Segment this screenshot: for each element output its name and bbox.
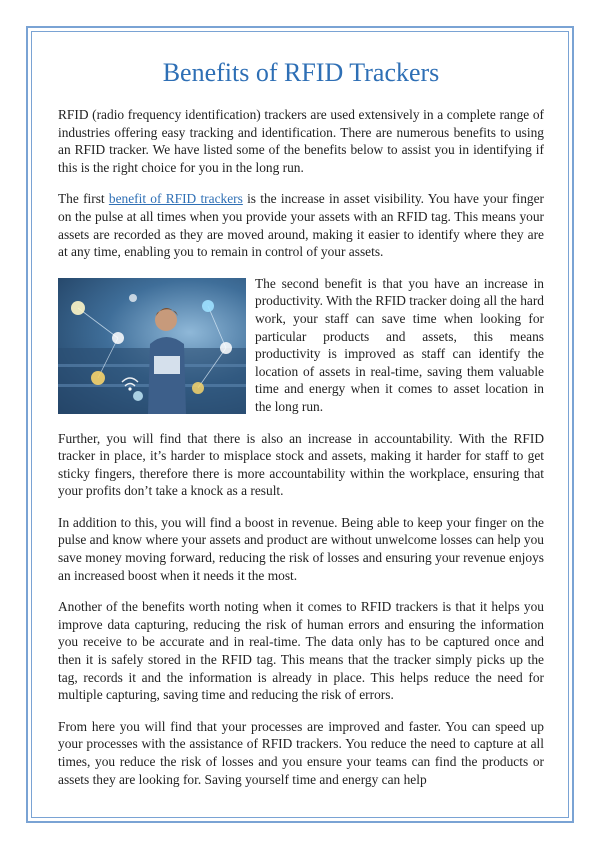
paragraph-revenue: In addition to this, you will find a boost in revenue. Being able to keep your finger on the pulse and know where your assets and product are without unwelcome losses can help you save money moving forward, reducing the risk of losses and ensuring your revenue enjoys an increased boost when it needs it the most.	[58, 514, 544, 583]
paragraph-accountability: Further, you will find that there is also an increase in accountability. With the RFID tracker in place, it’s harder to misplace stock and assets, making it harder for staff to get sticky fingers, therefore there is more accountability within the workplace, ensuring that your profits don’t take a knock as a result.	[58, 430, 544, 499]
paragraph-text: The first	[58, 191, 109, 207]
paragraph-text: is the increase in asset visibility. You have your finger on the pulse at all times when you provide your assets with an RFID tag. This means your assets are recorded as they are moved around, making it easier to identify where they are at any time, enabling you to remain in control of your assets.	[58, 191, 544, 260]
paragraph-processes: From here you will find that your processes are improved and faster. You can speed up your processes with the assistance of RFID trackers. You reduce the need to capture at all times, you reduce the risk of losses and you ensure your teams can find the products or assets they are looking for. Saving yourself time and energy can help	[58, 718, 544, 787]
paragraph-asset-visibility	[58, 190, 544, 260]
rfid-illustration-image	[58, 278, 246, 414]
paragraph-data-capturing: Another of the benefits worth noting when it comes to RFID trackers is that it helps you improve data capturing, reducing the risk of human errors and ensuring the information you receive to be accurate and in real-time. The data only has to be captured once and then it is safely stored in the RFID tag. This means that the tracker simply picks up the tag, records it and the information is already in place. This helps reduce the need for multiple capturing, saving time and reducing the risk of errors.	[58, 599, 544, 703]
paragraph-productivity: The second benefit is that you have an increase in productivity. With the RFID tracker doing all the hard work, your staff can save time when looking for particular products and assets, this means productivity is improved as staff can identify the location of assets in real-time, saving them valuable time and energy when it comes to asset location in the long run.	[255, 275, 544, 414]
page-title: Benefits of RFID Trackers	[162, 58, 440, 87]
article	[58, 56, 544, 802]
rfid-illustration	[58, 278, 246, 414]
benefit-link[interactable]: benefit of RFID trackers	[108, 191, 243, 207]
paragraph-intro: RFID (radio frequency identification) trackers are used extensively in a complete range of industries offering easy tracking and identification. There are numerous benefits to using an RFID tracker. We have listed some of the benefits below to assist you in identifying if this is the right choice for you in the long run.	[58, 107, 544, 175]
